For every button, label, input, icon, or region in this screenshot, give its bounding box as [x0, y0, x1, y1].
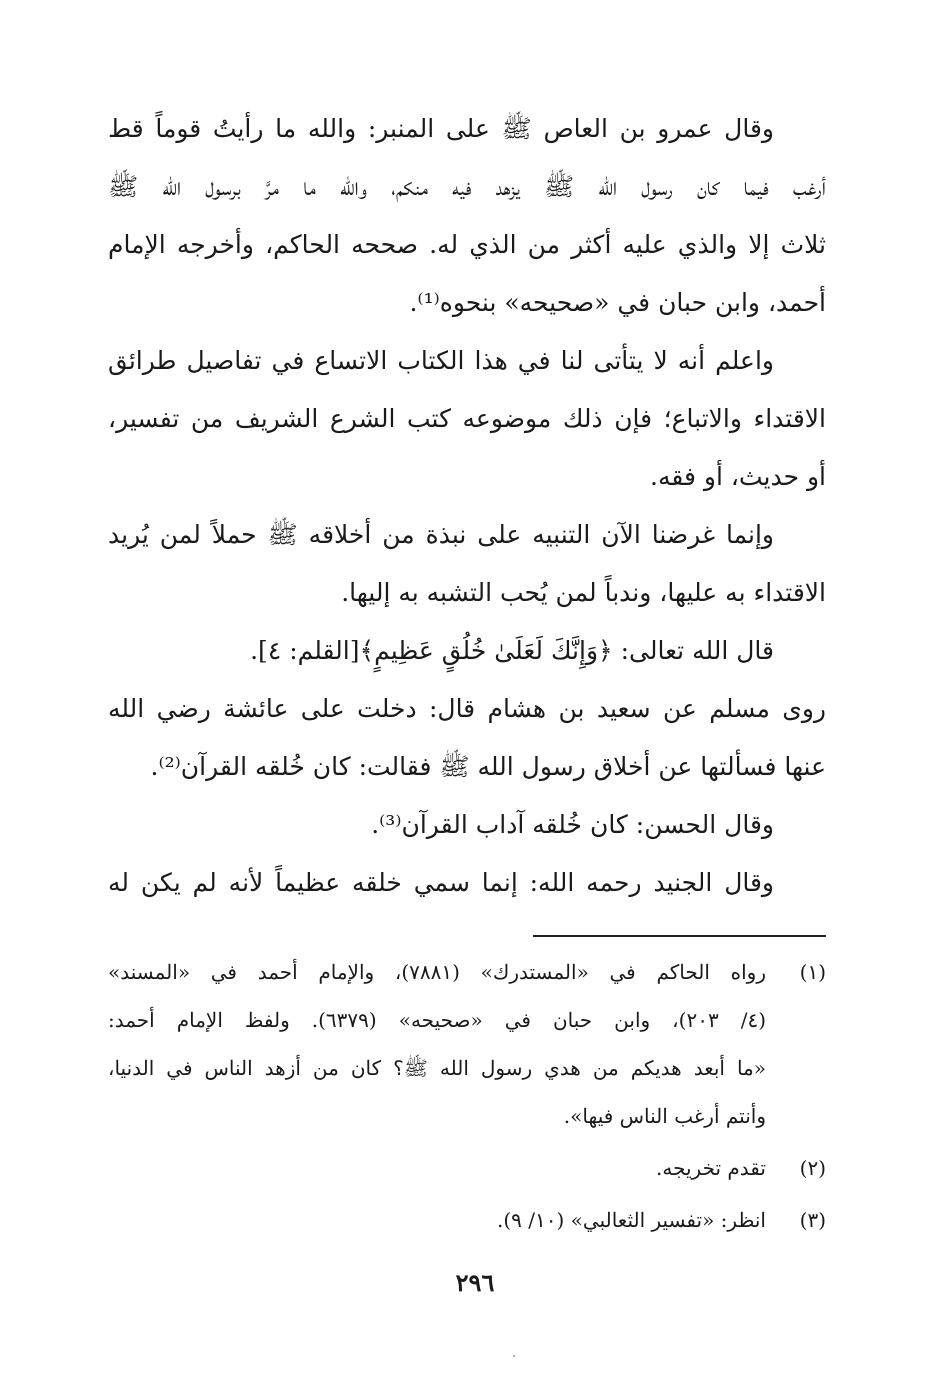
footnote-number: (١) [799, 960, 826, 984]
main-text [108, 100, 826, 912]
footnote-1 [108, 948, 826, 1140]
paragraph-line: وقال الحسن: كان خُلقه آداب القرآن⁽³⁾. [371, 810, 774, 839]
paragraph-line: عنها فسألتها عن أخلاق رسول الله ﷺ فقالت: كان خُلقه القرآن⁽²⁾. [150, 752, 826, 781]
footnote-line: رواه الحاكم في «المستدرك» (٧٨٨١)، والإمام أحمد في «المسند» [108, 960, 766, 984]
footnote-line: «ما أبعد هديكم من هدي رسول الله ﷺ؟ كان من أزهد الناس في الدنيا، [108, 1056, 766, 1080]
quran-verse-line: قال الله تعالى: ﴿وَإِنَّكَ لَعَلَىٰ خُلُقٍ عَظِيمٍ﴾[القلم: ٤]. [250, 636, 774, 665]
page-number: ٢٩٦ [455, 1268, 495, 1297]
footnote-line: وأنتم أرغب الناس فيها». [563, 1104, 766, 1128]
footnote-divider [533, 935, 826, 937]
footnotes [108, 948, 826, 1244]
footnote-line: (٤/ ٢٠٣)، وابن حبان في «صحيحه» (٦٣٧٩). ولفظ الإمام أحمد: [108, 1008, 766, 1032]
paragraph-line: أرغب فيما كان رسول الله ﷺ يزهد فيه منكم، والله ما مرَّ برسول الله ﷺ [108, 172, 826, 201]
paragraph-line: أحمد، وابن حبان في «صحيحه» بنحوه⁽¹⁾. [409, 288, 826, 317]
paragraph-line: أو حديث، أو فقه. [650, 462, 826, 491]
footnote-3 [108, 1196, 826, 1244]
paragraph-line: روى مسلم عن سعيد بن هشام قال: دخلت على عائشة رضي الله [108, 694, 826, 723]
footnote-line: انظر: «تفسير الثعالبي» (١٠/ ٩). [497, 1208, 766, 1232]
footnote-number: (٣) [799, 1208, 826, 1232]
paragraph-line: وإنما غرضنا الآن التنبيه على نبذة من أخلاقه ﷺ حملاً لمن يُريد [108, 520, 774, 549]
footnote-number: (٢) [799, 1156, 826, 1180]
paragraph-line: ثلاث إلا والذي عليه أكثر من الذي له. صححه الحاكم، وأخرجه الإمام [108, 230, 826, 259]
footnote-line: تقدم تخريجه. [656, 1156, 766, 1180]
paragraph-line: واعلم أنه لا يتأتى لنا في هذا الكتاب الاتساع في تفاصيل طرائق [108, 346, 774, 375]
paragraph-line: وقال الجنيد رحمه الله: إنما سمي خلقه عظيماً لأنه لم يكن له [108, 868, 774, 897]
scan-speck [513, 1355, 515, 1357]
paragraph-line: الاقتداء به عليها، وندباً لمن يُحب التشبه به إليها. [341, 578, 826, 607]
paragraph-line: وقال عمرو بن العاص ﷺ على المنبر: والله ما رأيتُ قوماً قط [108, 114, 774, 143]
footnote-2 [108, 1144, 826, 1192]
paragraph-line: الاقتداء والاتباع؛ فإن ذلك موضوعه كتب الشرع الشريف من تفسير، [108, 404, 826, 433]
